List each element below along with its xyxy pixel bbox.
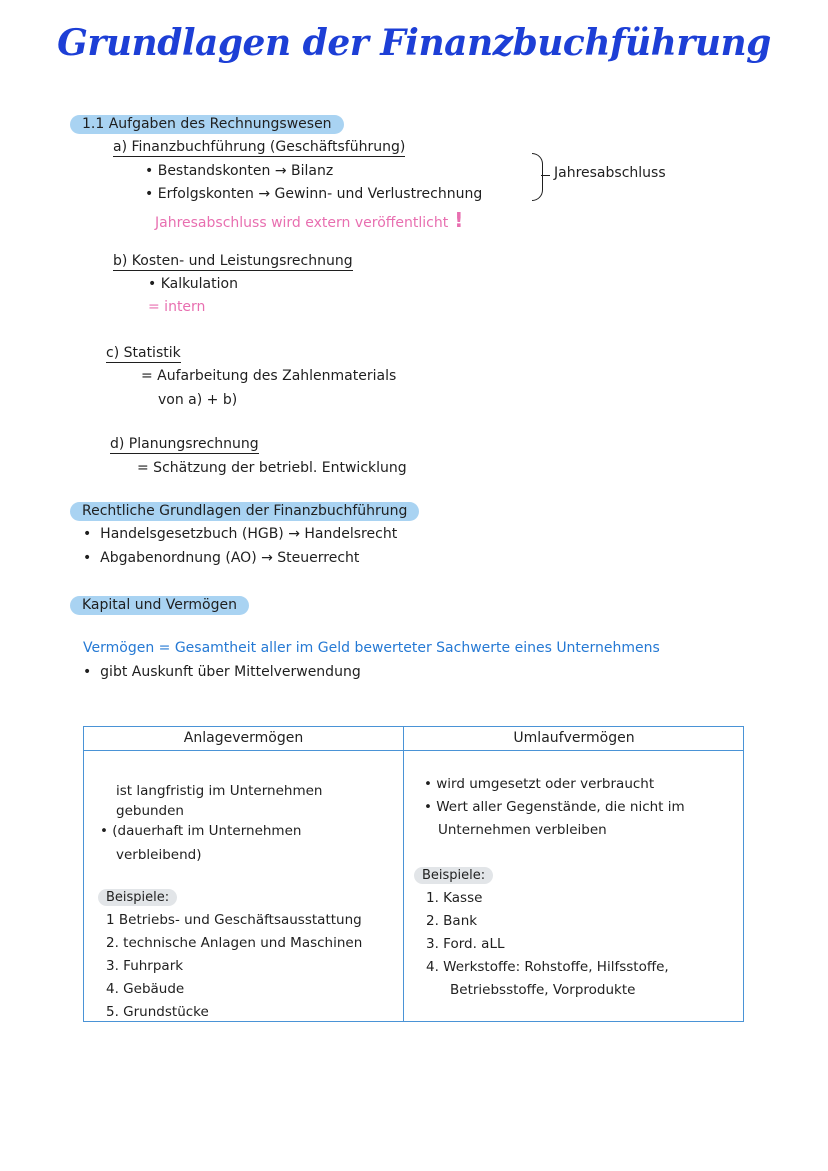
anlage-items (106, 909, 362, 1024)
list-item: • gibt Auskunft über Mittelverwendung (83, 664, 361, 680)
brace-shape (532, 153, 543, 201)
umlauf-desc: • wird umgesetzt oder verbraucht • Wert aller Gegenstände, die nicht im Unternehmen verbleiben (424, 776, 685, 838)
subheading-planungsrechnung: d) Planungsrechnung (110, 436, 259, 452)
statistik-line: = Aufarbeitung des Zahlenmaterials (141, 368, 397, 384)
list-item: • Kalkulation (148, 276, 238, 292)
page-title: Grundlagen der Finanzbuchführung (57, 22, 771, 64)
planung-line: = Schätzung der betriebl. Entwicklung (137, 460, 407, 476)
list-item: • Handelsgesetzbuch (HGB) → Handelsrecht (83, 526, 398, 542)
list-item: 1 Betriebs- und Geschäftsausstattung (106, 912, 362, 928)
subheading-finanzbuchfuehrung: a) Finanzbuchführung (Geschäftsführung) (113, 139, 406, 155)
anlage-desc-note: • (dauerhaft im Unternehmen verbleibend) (100, 823, 302, 863)
list-item: 2. technische Anlagen und Maschinen (106, 935, 363, 951)
umlauf-items (426, 887, 669, 1002)
list-item: 1. Kasse (426, 890, 483, 906)
list-item: 5. Grundstücke (106, 1004, 209, 1020)
anlage-beispiele-tag: Beispiele: (98, 886, 177, 909)
table-divider-horizontal (84, 750, 743, 751)
umlauf-beispiele-tag: Beispiele: (414, 864, 493, 887)
note-intern: = intern (148, 299, 206, 315)
note-extern: Jahresabschluss wird extern veröffentlicht ! (155, 208, 464, 232)
statistik-line: von a) + b) (158, 392, 238, 408)
list-item: • Abgabenordnung (AO) → Steuerrecht (83, 550, 360, 566)
section-heading-rechtlich: Rechtliche Grundlagen der Finanzbuchführung (70, 503, 419, 519)
table-divider-vertical (403, 727, 404, 1021)
list-item: 3. Fuhrpark (106, 958, 184, 974)
list-item: 4. Werkstoffe: Rohstoffe, Hilfsstoffe, (426, 959, 669, 975)
section-heading-kapital: Kapital und Vermögen (70, 597, 249, 613)
anlage-desc: ist langfristig im Unternehmen gebunden (116, 783, 323, 819)
table-header-umlauf: Umlaufvermögen (513, 730, 635, 746)
list-item: 3. Ford. aLL (426, 936, 505, 952)
brace-tip (541, 175, 550, 176)
subheading-statistik: c) Statistik (106, 345, 181, 361)
list-item: 4. Gebäude (106, 981, 185, 997)
table-header-anlage: Anlagevermögen (183, 730, 304, 746)
vermoegen-table (83, 726, 744, 1022)
section-heading-aufgaben: 1.1 Aufgaben des Rechnungswesen (70, 116, 344, 132)
definition-vermoegen: Vermögen = Gesamtheit aller im Geld bewerteter Sachwerte eines Unternehmens (83, 640, 660, 656)
list-item: 2. Bank (426, 913, 478, 929)
subheading-kostenrechnung: b) Kosten- und Leistungsrechnung (113, 253, 353, 269)
brace-label: Jahresabschluss (554, 165, 666, 181)
list-item: • Bestandskonten → Bilanz (145, 163, 334, 179)
list-item: • Erfolgskonten → Gewinn- und Verlustrechnung (145, 186, 483, 202)
list-item: Betriebsstoffe, Vorprodukte (450, 982, 636, 998)
